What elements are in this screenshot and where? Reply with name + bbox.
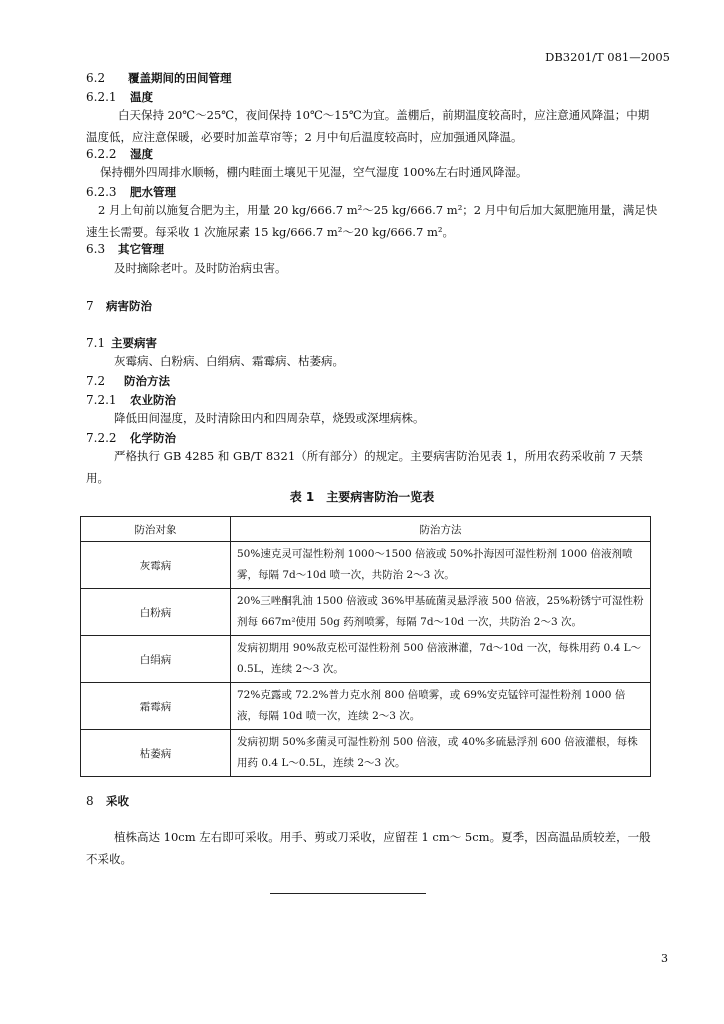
disease-control-table — [80, 516, 651, 777]
table-row — [81, 636, 651, 683]
table-cell-target: 灰霉病 — [81, 542, 231, 589]
document-code: DB3201/T 081—2005 — [545, 50, 670, 64]
table-row — [81, 730, 651, 777]
table-title: 表 1 主要病害防治一览表 — [289, 490, 435, 504]
column-header-method: 防治方法 — [231, 517, 651, 542]
heading-6-2 — [86, 70, 232, 87]
section-title: 湿度 — [130, 147, 153, 161]
section-number: 6.3 — [86, 242, 106, 256]
section-number: 7.1 — [86, 336, 106, 350]
section-title: 肥水管理 — [130, 185, 176, 199]
section-title: 覆盖期间的田间管理 — [128, 71, 232, 85]
paragraph-other-management: 及时摘除老叶。及时防治病虫害。 — [114, 261, 287, 275]
section-title: 病害防治 — [106, 299, 152, 313]
section-number: 6.2.2 — [86, 147, 117, 161]
table-row — [81, 683, 651, 730]
table-cell-method: 20%三唑酮乳油 1500 倍液或 36%甲基硫菌灵悬浮液 500 倍液，25%粉锈宁可湿性粉剂每 667m²使用 50g 药剂喷雾，每隔 7d～10d 一次，共防治 2～3 次。 — [231, 589, 651, 636]
column-header-target: 防治对象 — [81, 517, 231, 542]
paragraph-humidity: 保持棚外四周排水顺畅，棚内畦面土壤见干见湿，空气湿度 100%左右时通风降湿。 — [100, 165, 528, 179]
heading-7-2 — [86, 373, 170, 390]
table-cell-method: 发病初期 50%多菌灵可湿性粉剂 500 倍液，或 40%多硫悬浮剂 600 倍液灌根，每株用药 0.4 L～0.5L，连续 2～3 次。 — [231, 730, 651, 777]
paragraph-main-diseases: 灰霉病、白粉病、白绢病、霜霉病、枯萎病。 — [114, 354, 344, 368]
paragraph-chemical-control: 严格执行 GB 4285 和 GB/T 8321（所有部分）的规定。主要病害防治见表 1，所用农药采收前 7 天禁用。 — [86, 449, 643, 485]
section-title: 主要病害 — [111, 336, 157, 350]
table-cell-target: 枯萎病 — [81, 730, 231, 777]
section-number: 6.2.1 — [86, 90, 117, 104]
table-cell-method: 发病初期用 90%敌克松可湿性粉剂 500 倍液淋灌，7d～10d 一次，每株用药 0.4 L～0.5L，连续 2～3 次。 — [231, 636, 651, 683]
section-number: 6.2.3 — [86, 185, 117, 199]
heading-6-3 — [86, 241, 164, 258]
section-number: 7.2.1 — [86, 393, 117, 407]
section-title: 温度 — [130, 90, 153, 104]
section-title: 农业防治 — [130, 393, 176, 407]
table-cell-method: 50%速克灵可湿性粉剂 1000～1500 倍液或 50%扑海因可湿性粉剂 1000 倍液剂喷雾，每隔 7d～10d 喷一次，共防治 2～3 次。 — [231, 542, 651, 589]
section-number: 8 — [86, 794, 94, 808]
heading-8 — [86, 793, 129, 810]
table-row — [81, 589, 651, 636]
paragraph-fertilizer: 2 月上旬前以施复合肥为主，用量 20 kg/666.7 m²～25 kg/666.7 m²；2 月中旬后加大氮肥施用量，满足快速生长需要。每采收 1 次施尿素 15 kg/666.7 m²～20 kg/666.7 m²。 — [86, 203, 658, 239]
table-row — [81, 542, 651, 589]
section-number: 7.2 — [86, 374, 106, 388]
section-title: 防治方法 — [124, 374, 170, 388]
table-header-row — [81, 517, 651, 542]
page-number: 3 — [661, 952, 668, 965]
paragraph-temperature: 白天保持 20℃～25℃，夜间保持 10℃～15℃为宜。盖棚后，前期温度较高时，应注意通风降温；中期温度低，应注意保暖，必要时加盖草帘等；2 月中旬后温度较高时，应加强通风降温。 — [86, 108, 650, 144]
section-title: 采收 — [106, 794, 129, 808]
table-cell-method: 72%克露或 72.2%普力克水剂 800 倍喷雾，或 69%安克锰锌可湿性粉剂 1000 倍液，每隔 10d 喷一次，连续 2～3 次。 — [231, 683, 651, 730]
table-cell-target: 霜霉病 — [81, 683, 231, 730]
table-cell-target: 白粉病 — [81, 589, 231, 636]
paragraph-agricultural-control: 降低田间湿度，及时清除田内和四周杂草，烧毁或深埋病株。 — [114, 411, 425, 425]
table-cell-target: 白绢病 — [81, 636, 231, 683]
section-title: 其它管理 — [118, 242, 164, 256]
heading-7 — [86, 298, 152, 315]
paragraph-harvest: 植株高达 10cm 左右即可采收。用手、剪或刀采收，应留茬 1 cm～ 5cm。夏季，因高温品质较差，一般不采收。 — [86, 830, 651, 866]
section-number: 6.2 — [86, 71, 106, 85]
section-title: 化学防治 — [130, 431, 176, 445]
section-number: 7.2.2 — [86, 431, 117, 445]
section-number: 7 — [86, 299, 94, 313]
end-rule — [270, 893, 426, 894]
